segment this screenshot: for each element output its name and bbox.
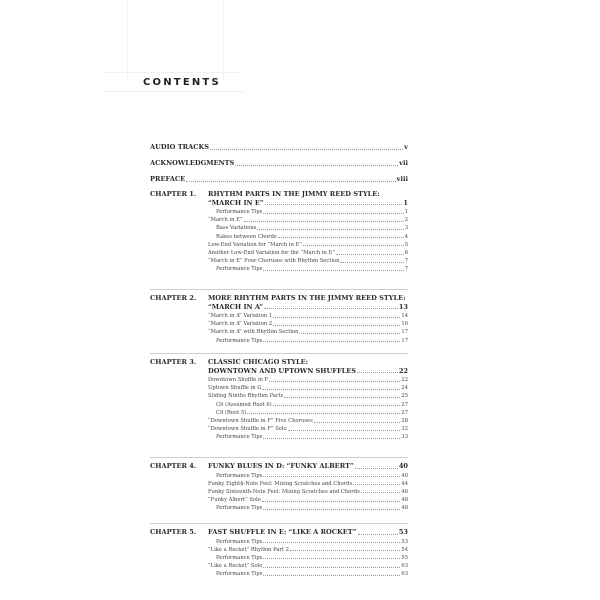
dot-leader bbox=[262, 501, 401, 502]
chapter-label: CHAPTER 3. bbox=[150, 358, 197, 366]
entry-label: Performance Tips bbox=[216, 538, 263, 545]
page-number: 63 bbox=[401, 563, 408, 570]
chapter-title-entry[interactable] bbox=[208, 462, 408, 470]
chapter-title-line bbox=[208, 294, 408, 302]
dot-leader bbox=[355, 468, 398, 469]
dot-leader bbox=[263, 575, 400, 576]
dot-leader bbox=[353, 484, 400, 485]
dot-leader bbox=[257, 229, 403, 230]
toc-entry[interactable] bbox=[208, 497, 408, 503]
entry-label: Sliding Ninths Rhythm Parts bbox=[208, 393, 284, 400]
toc-front-matter-item[interactable] bbox=[150, 175, 408, 183]
page-number: 17 bbox=[401, 329, 408, 336]
dot-leader bbox=[336, 254, 404, 255]
layout-guide bbox=[105, 72, 240, 73]
dot-leader bbox=[263, 558, 400, 559]
entry-label: Rakes between Chords bbox=[216, 233, 277, 240]
entry-label: “Like a Rocket” Rhythm Part 2 bbox=[208, 546, 289, 553]
page-number: 3 bbox=[404, 225, 408, 232]
entry-label: “March in A” Variation 1 bbox=[208, 313, 273, 319]
page-number: 48 bbox=[401, 505, 408, 512]
chapter-title-entry[interactable] bbox=[208, 303, 408, 311]
layout-guide bbox=[223, 0, 224, 80]
layout-guide bbox=[127, 0, 128, 80]
dot-leader bbox=[263, 567, 400, 568]
dot-leader bbox=[340, 262, 403, 263]
dot-leader bbox=[314, 422, 401, 423]
chapter-label: CHAPTER 1. bbox=[150, 190, 197, 198]
toc-entry[interactable] bbox=[216, 473, 408, 479]
dot-leader bbox=[273, 325, 400, 326]
dot-leader bbox=[288, 430, 401, 431]
toc-entry[interactable] bbox=[208, 393, 408, 399]
page-number: v bbox=[404, 143, 408, 151]
page-number: 25 bbox=[401, 393, 408, 400]
page-number: 27 bbox=[401, 409, 408, 416]
page-number: 5 bbox=[404, 241, 408, 248]
chapter-divider bbox=[150, 353, 408, 354]
entry-label: “Downtown Shuffle in F” Solo bbox=[208, 426, 287, 433]
toc-entry[interactable] bbox=[208, 377, 408, 383]
toc-entry[interactable] bbox=[216, 402, 408, 408]
toc-entry[interactable] bbox=[208, 313, 408, 319]
chapter-title-entry[interactable] bbox=[208, 367, 408, 375]
toc-front-matter-item[interactable] bbox=[150, 159, 408, 167]
toc-entry[interactable] bbox=[216, 234, 408, 240]
dot-leader bbox=[263, 213, 403, 214]
dot-leader bbox=[358, 534, 398, 535]
entry-label: Funky Sixteenth-Note Feel: Mixing Scratches and Chords bbox=[208, 488, 360, 495]
dot-leader bbox=[263, 509, 400, 510]
dot-leader bbox=[263, 438, 400, 439]
page-number: 28 bbox=[401, 418, 408, 424]
toc-entry[interactable] bbox=[216, 571, 408, 577]
page-number: 22 bbox=[398, 366, 408, 375]
chapter-title-entry[interactable] bbox=[208, 199, 408, 207]
entry-label: Uptown Shuffle in G bbox=[208, 385, 262, 392]
toc-entry[interactable] bbox=[208, 563, 408, 569]
entry-label: “MARCH IN A” bbox=[208, 302, 263, 311]
page-number: 1 bbox=[403, 198, 408, 207]
page-number: 27 bbox=[401, 401, 408, 408]
dot-leader bbox=[278, 237, 404, 238]
dot-leader bbox=[290, 550, 400, 551]
toc-entry[interactable] bbox=[208, 321, 408, 327]
layout-guide bbox=[105, 91, 245, 92]
entry-label: Performance Tips bbox=[216, 505, 263, 512]
dot-leader bbox=[263, 542, 400, 543]
entry-label: Another Low-End Variation for the “March in E” bbox=[208, 250, 335, 256]
page-number: 7 bbox=[404, 266, 408, 273]
page-number: 6 bbox=[404, 250, 408, 256]
page-number: 14 bbox=[401, 313, 408, 319]
entry-label: Performance Tips bbox=[216, 472, 263, 479]
page-number: 54 bbox=[401, 546, 408, 553]
page-number: 48 bbox=[401, 497, 408, 504]
page-number: 40 bbox=[398, 462, 408, 470]
page-number: 2 bbox=[404, 217, 408, 224]
page-number: viii bbox=[396, 175, 408, 183]
entry-label: Performance Tips bbox=[216, 571, 263, 578]
page-number: 1 bbox=[404, 209, 408, 215]
toc-entry[interactable] bbox=[216, 434, 408, 440]
toc-entry[interactable] bbox=[208, 329, 408, 335]
toc-entry[interactable] bbox=[208, 547, 408, 553]
dot-leader bbox=[265, 204, 403, 205]
toc-front-matter-item[interactable] bbox=[150, 143, 408, 151]
entry-label: “March in E” bbox=[208, 217, 243, 224]
entry-label: FUNKY BLUES IN D: “FUNKY ALBERT” bbox=[208, 462, 354, 470]
entry-label: DOWNTOWN AND UPTOWN SHUFFLES bbox=[208, 366, 357, 375]
entry-label: G9 (Assumed Root 6) bbox=[216, 401, 272, 408]
chapter-title-entry[interactable] bbox=[208, 528, 408, 536]
page-number: 17 bbox=[401, 337, 408, 344]
page-number: 32 bbox=[401, 426, 408, 433]
toc-entry[interactable] bbox=[208, 426, 408, 432]
dot-leader bbox=[235, 165, 398, 166]
entry-label: “March in A” Variation 2 bbox=[208, 321, 273, 328]
chapter-label: CHAPTER 5. bbox=[150, 528, 197, 536]
toc-entry[interactable] bbox=[216, 555, 408, 561]
toc-entry[interactable] bbox=[208, 385, 408, 391]
page-number: 40 bbox=[401, 472, 408, 479]
chapter-title: MORE RHYTHM PARTS IN THE JIMMY REED STYLE: bbox=[208, 294, 406, 302]
toc-entry[interactable] bbox=[216, 266, 408, 272]
page-number: 44 bbox=[401, 480, 408, 487]
toc-entry[interactable] bbox=[216, 338, 408, 344]
page-number: vii bbox=[399, 159, 408, 167]
entry-label: Bass Variations bbox=[216, 225, 257, 232]
toc-entry[interactable] bbox=[216, 209, 408, 215]
toc-entry[interactable] bbox=[216, 539, 408, 545]
dot-leader bbox=[269, 381, 400, 382]
toc-entry[interactable] bbox=[208, 242, 408, 248]
page-number: 7 bbox=[404, 258, 408, 265]
entry-label: AUDIO TRACKS bbox=[150, 143, 209, 151]
page-number: 4 bbox=[404, 233, 408, 240]
toc-entry[interactable] bbox=[208, 418, 408, 424]
chapter-title-line bbox=[208, 190, 408, 198]
page-number: 53 bbox=[401, 538, 408, 545]
entry-label: Performance Tips bbox=[216, 266, 263, 273]
page-number: 46 bbox=[401, 488, 408, 495]
chapter-divider bbox=[150, 289, 408, 290]
entry-label: Performance Tips bbox=[216, 434, 263, 441]
entry-label: Funky Eighth-Note Feel: Mixing Scratches and Chords bbox=[208, 480, 353, 487]
entry-label: “March in A” with Rhythm Section bbox=[208, 329, 299, 336]
entry-label: PREFACE bbox=[150, 175, 186, 183]
entry-label: “Like a Rocket” Solo bbox=[208, 563, 263, 570]
page-title: CONTENTS bbox=[143, 77, 221, 88]
dot-leader bbox=[244, 221, 404, 222]
dot-leader bbox=[357, 372, 398, 373]
dot-leader bbox=[361, 492, 401, 493]
toc-entry[interactable] bbox=[216, 505, 408, 511]
dot-leader bbox=[263, 270, 403, 271]
dot-leader bbox=[247, 413, 400, 414]
dot-leader bbox=[303, 245, 404, 246]
entry-label: “March in E” Four Choruses with Rhythm Section bbox=[208, 258, 340, 265]
dot-leader bbox=[263, 341, 400, 342]
chapter-title: CLASSIC CHICAGO STYLE: bbox=[208, 358, 309, 366]
dot-leader bbox=[210, 149, 403, 150]
entry-label: Downtown Shuffle in F bbox=[208, 377, 269, 383]
entry-label: Performance Tips bbox=[216, 209, 263, 215]
page-number: 53 bbox=[398, 528, 408, 536]
entry-label: “MARCH IN E” bbox=[208, 198, 264, 207]
page-number: 16 bbox=[401, 321, 408, 328]
chapter-divider bbox=[150, 457, 408, 458]
page-number: 13 bbox=[398, 302, 408, 311]
dot-leader bbox=[284, 397, 400, 398]
chapter-label: CHAPTER 2. bbox=[150, 294, 197, 302]
toc-entry[interactable] bbox=[208, 217, 408, 223]
entry-label: C9 (Root 5) bbox=[216, 409, 247, 416]
page-number: 55 bbox=[401, 554, 408, 561]
chapter-label: CHAPTER 4. bbox=[150, 462, 197, 470]
dot-leader bbox=[263, 476, 400, 477]
page-number: 33 bbox=[401, 434, 408, 441]
chapter-title: RHYTHM PARTS IN THE JIMMY REED STYLE: bbox=[208, 190, 380, 198]
toc-entry[interactable] bbox=[208, 481, 408, 487]
toc-entry[interactable] bbox=[208, 258, 408, 264]
dot-leader bbox=[299, 333, 400, 334]
toc-entry[interactable] bbox=[208, 489, 408, 495]
dot-leader bbox=[186, 181, 395, 182]
toc-entry[interactable] bbox=[216, 225, 408, 231]
dot-leader bbox=[264, 308, 398, 309]
chapter-title-line bbox=[208, 358, 408, 366]
entry-label: “Funky Albert” Solo bbox=[208, 497, 261, 504]
dot-leader bbox=[262, 389, 400, 390]
entry-label: Performance Tips bbox=[216, 554, 263, 561]
chapter-divider bbox=[150, 523, 408, 524]
page-number: 63 bbox=[401, 571, 408, 578]
page-number: 24 bbox=[401, 385, 408, 392]
dot-leader bbox=[273, 405, 401, 406]
dot-leader bbox=[273, 317, 400, 318]
entry-label: ACKNOWLEDGMENTS bbox=[150, 159, 235, 167]
entry-label: Low-End Variation for “March in E” bbox=[208, 241, 302, 248]
toc-entry[interactable] bbox=[208, 250, 408, 256]
toc-entry[interactable] bbox=[216, 410, 408, 416]
entry-label: FAST SHUFFLE IN E: “LIKE A ROCKET” bbox=[208, 528, 357, 536]
entry-label: Performance Tips bbox=[216, 337, 263, 344]
entry-label: “Downtown Shuffle in F” Five Choruses bbox=[208, 418, 313, 424]
page-number: 22 bbox=[401, 377, 408, 383]
